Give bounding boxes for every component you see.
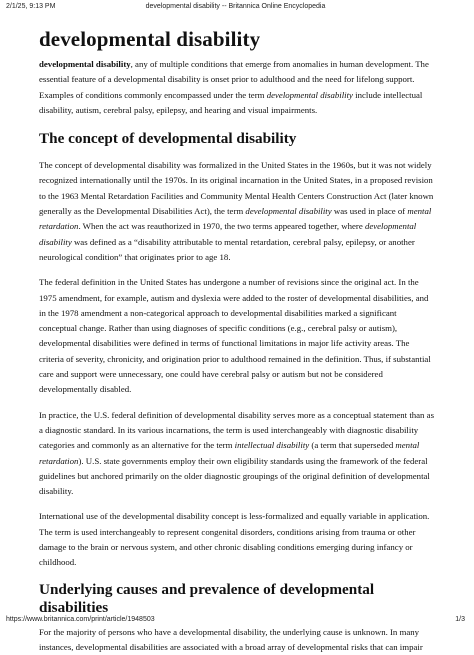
concept-paragraph-4: International use of the developmental disability concept is less-formalized and equally variable in application. The term is used interchangeably to represent congenital disorders, conditions arising from trauma or other damage to the brain or nervous system, and other chronic disabling conditions emerging during infancy or childhood.	[39, 511, 430, 568]
p1-text-2: was used in place of	[331, 206, 408, 217]
p1-text-4: was defined as a “disability attributable to mental retardation, cerebral palsy, epilepsy, or another neurological condition” that originates prior to age 18.	[39, 236, 415, 262]
intro-text-2: include intellectual disability, autism, cerebral palsy, epilepsy, and hearing and visual impairments.	[39, 89, 423, 115]
article	[39, 24, 435, 655]
print-url: https://www.britannica.com/print/article/1948503	[6, 616, 155, 623]
p1-em-1: developmental disability	[245, 206, 332, 217]
p1-em-2: mental retardation	[39, 206, 432, 232]
print-header	[6, 3, 465, 15]
p3-text-2: (a term that superseded	[309, 440, 396, 451]
print-datetime: 2/1/25, 9:13 PM	[6, 3, 56, 10]
p3-text-1: In practice, the U.S. federal definition of developmental disability serves more as a conceptual statement than as a diagnostic standard. In its various incarnations, the term is used interchangeably with diagnostic disability categories and commonly as an alternative for the term	[39, 409, 434, 451]
causes-paragraph-1: For the majority of persons who have a developmental disability, the underlying cause is unknown. In many instances, developmental disabilities are associated with a broad array of developmental risks that can impair	[39, 626, 423, 652]
p3-em-1: intellectual disability	[234, 440, 310, 451]
section-heading-concept: The concept of developmental disability	[39, 130, 297, 148]
print-page-title: developmental disability -- Britannica Online Encyclopedia	[145, 3, 326, 10]
p1-text-1: The concept of developmental disability was formalized in the United States in the 1960s, but it was not widely recognized internationally until the 1970s. In its original incarnation in the United States, in a proposed revision to the 1963 Mental Retardation Facilities and Community Mental Health Centers Construction Act (later known generally as the Developmental Disabilities Act), the term	[39, 160, 434, 217]
print-footer	[6, 616, 465, 628]
p3-text-3: ). U.S. state governments employ their own eligibility standards using the framework of the federal guidelines but anchored primarily on the older diagnostic groupings of the original definition of developmental disability.	[39, 455, 430, 497]
intro-paragraph	[39, 57, 435, 118]
p1-text-3: . When the act was reauthorized in 1970, the two terms appeared together, where	[78, 221, 365, 232]
section-heading-causes: Underlying causes and prevalence of developmental disabilities	[39, 580, 375, 616]
concept-paragraph-3	[39, 408, 435, 500]
intro-em-1: developmental disability	[266, 89, 353, 100]
intro-text-1: , any of multiple conditions that emerge from anomalies in human development. The essential feature of a developmental disability is onset prior to adulthood and the need for lifelong support. Examples of conditions commonly encompassed under the term	[39, 59, 429, 100]
concept-paragraph-1	[39, 158, 435, 265]
print-page-count: 1/3	[455, 616, 465, 623]
article-title: developmental disability	[39, 27, 261, 51]
intro-term: developmental disability	[39, 59, 131, 69]
concept-paragraph-2: The federal definition in the United States has undergone a number of revisions since the original act. In the 1975 amendment, for example, autism and dyslexia were added to the roster of developmental disabilities, and in the 1978 amendment a non-categorical approach to developmental disabilities marked a significant conceptual change. Rather than using diagnoses of specific conditions (e.g., cerebral palsy or autism), developmental disabilities were defined in terms of functional limitations in major life activity areas. The criteria of severity, chronicity, and origination prior to adulthood remained in the definition. Thus, if substantial care and support were unnecessary, one could have cerebral palsy or autism but not be considered developmentally disabled.	[39, 277, 431, 395]
p3-em-2: mental retardation	[39, 440, 420, 466]
p1-em-3: developmental disability	[39, 221, 417, 247]
